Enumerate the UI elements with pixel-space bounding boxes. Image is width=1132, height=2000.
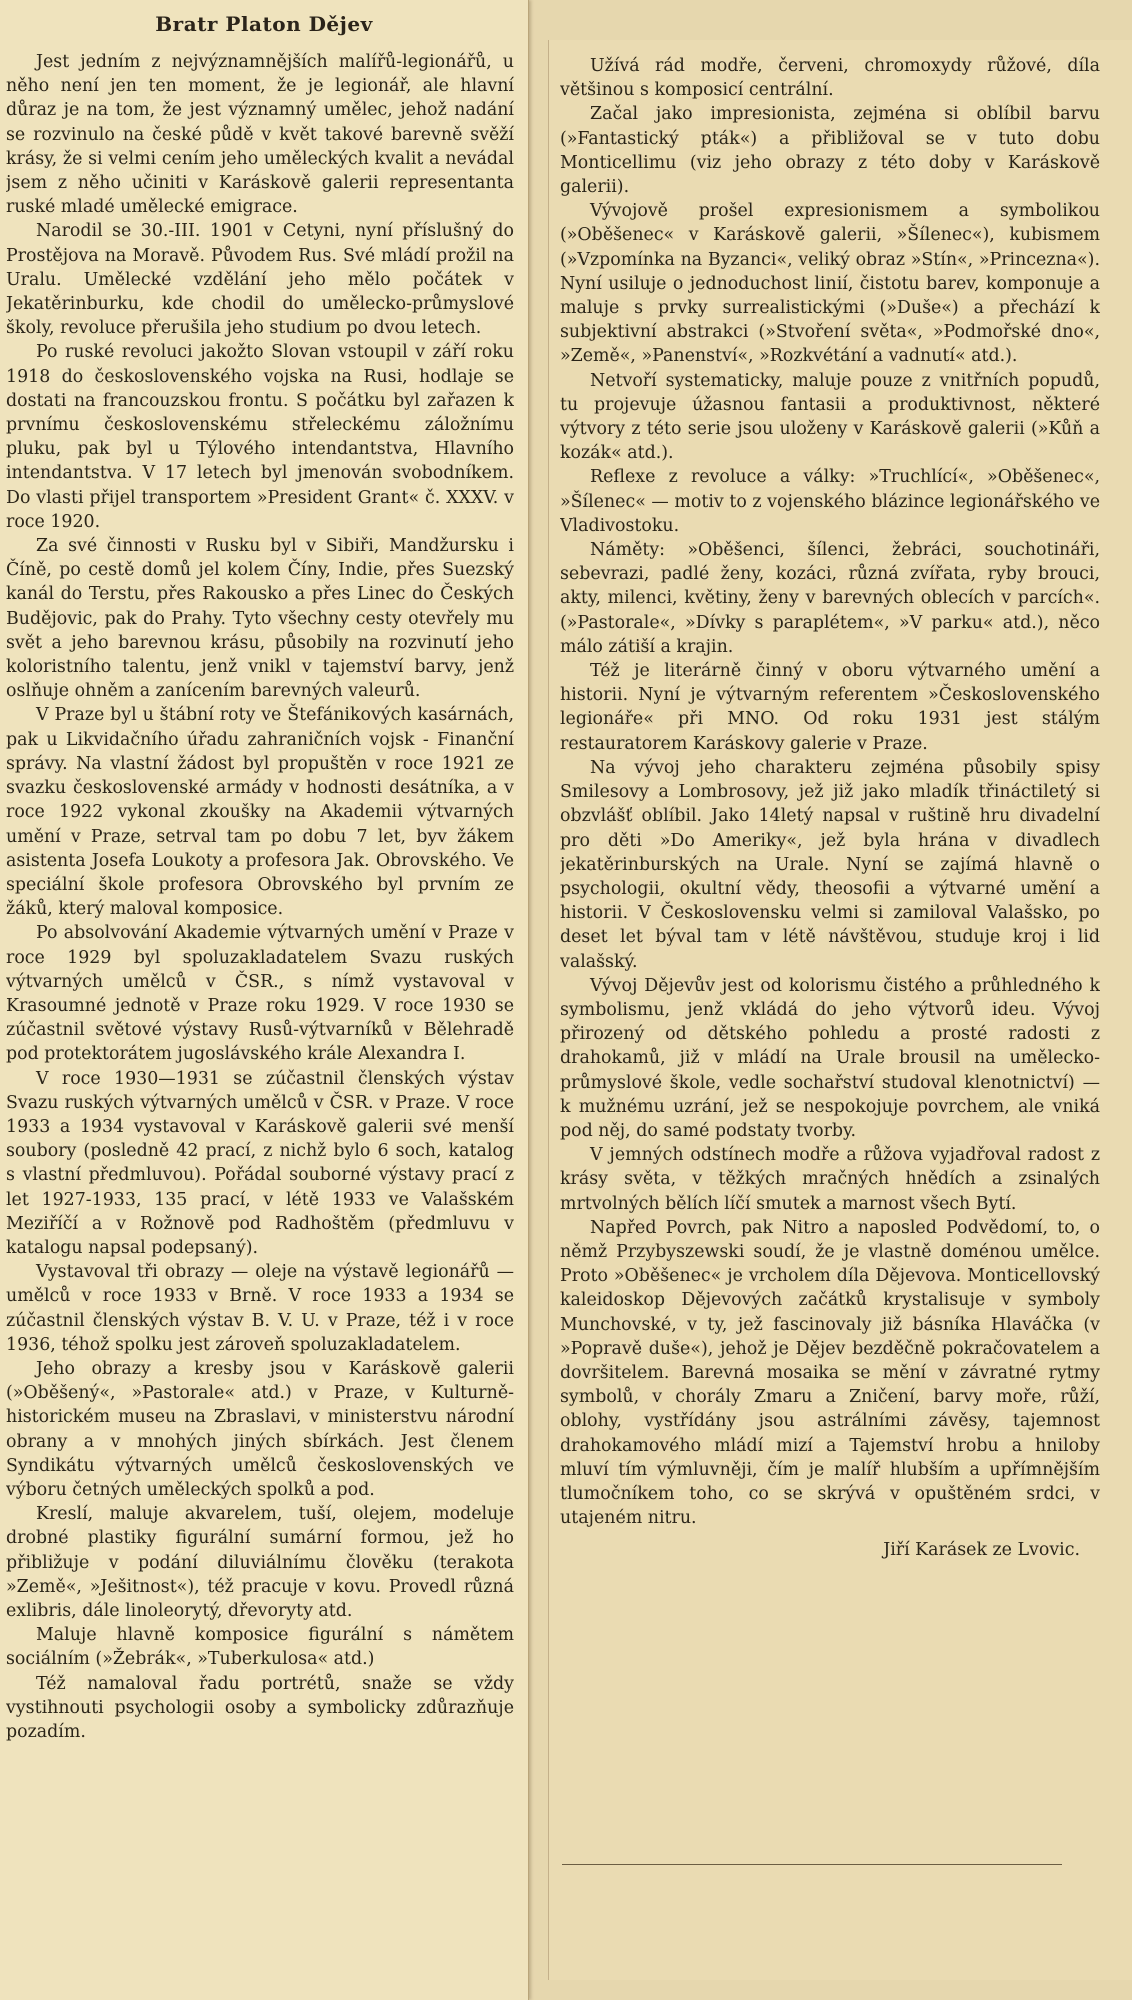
paragraph: Na vývoj jeho charakteru zejména působily spisy Smilesovy a Lombrosovy, jež již jako mladík třináctiletý si obzvlášť oblíbil. Jako 14letý napsal v ruštině hru divadelní pro děti »Do Ameriky«, jež byla hrána v divadlech jekatěrinburských na Urale. Nyní se zajímá hlavně o psychologii, okultní vědy, theosofii a výtvarné umění a historii. V Československu velmi si zamiloval Valašsko, po deset let býval tam v létě návštěvou, studuje kroj i lid valašský. [560, 757, 1100, 972]
paragraph: Vývojově prošel expresionismem a symbolikou (»Oběšenec« v Karáskově galerii, »Šílenec«), kubismem (»Vzpomínka na Byzanci«, veliký obraz »Stín«, »Princezna«). Nyní usiluje o jednoduchost linií, čistotu barev, komponuje a maluje s prvky surrealistickými (»Duše«) a přechází k subjektivní abstrakci (»Stvoření světa«, »Podmořské dno«, »Země«, »Panenství«, »Rozkvétání a vadnutí« atd.). [560, 201, 1100, 367]
author-signature: Jiří Karásek ze Lvovic. [883, 1540, 1080, 1561]
paragraph: Po ruské revoluci jakožto Slovan vstoupil v září roku 1918 do československého vojska na Rusi, hodlaje se dostati na francouzskou frontu. S počátku byl zařazen k prvnímu československému střeleckému záložnímu pluku, pak byl u Týlového intendantstva, Hlavního intendantstva. V 17 letech byl jmenován svobodníkem. Do vlasti přijel transportem »President Grant« č. XXXV. v roce 1920. [6, 342, 514, 532]
paragraph: Za své činnosti v Rusku byl v Sibiři, Mandžursku i Číně, po cestě domů jel kolem Číny, Indie, přes Suezský kanál do Terstu, přes Rakousko a přes Linec do Českých Budějovic, pak do Prahy. Tyto všechny cesty otevřely mu svět a jeho barevnou krásu, působily na rozvinutí jeho koloristního talentu, jenž vnikl v tajemství barvy, jenž oslňuje ohněm a zanícením barevných valeurů. [6, 536, 514, 702]
paragraph: Též namaloval řadu portrétů, snaže se vždy vystihnouti psychologii osoby a symbolicky zdůrazňuje pozadím. [6, 1673, 514, 1743]
paragraph: Též je literárně činný v oboru výtvarného umění a historii. Nyní je výtvarným referentem »Československého legionáře« při MNO. Od roku 1931 jest stálým restauratorem Karáskovy galerie v Praze. [560, 661, 1100, 754]
paragraph: Jest jedním z nejvýznamnějších malířů-legionářů, u něho není jen ten moment, že je legionář, ale hlavní důraz je na tom, že jest významný umělec, jehož nadání se rozvinulo na české půdě v květ takové barevně svěží krásy, že si velmi cením jeho uměleckých kvalit a nevádal jsem z něho učiniti v Karáskově galerii representanta ruské mladé umělecké emigrace. [6, 52, 514, 218]
paragraph: Maluje hlavně komposice figurální s námětem sociálním (»Žebrák«, »Tuberkulosa« atd.) [6, 1625, 514, 1670]
end-rule [562, 1864, 1062, 1865]
paragraph: Napřed Povrch, pak Nitro a naposled Podvědomí, to, o němž Przybyszewski soudí, že je vlastně doménou umělce. Proto »Oběšenec« je vrcholem díla Dějevova. Monticellovský kaleidoskop Dějevových začátků krystalisuje v symboly Munchovské, v ty, jež fascinovaly již básníka Hlaváčka (v »Popravě duše«), jehož je Dějev bezděčně pokračovatelem a dovršitelem. Barevná mosaika se mění v závratné rytmy symbolů, v chorály Zmaru a Zničení, barvy moře, růží, oblohy, vystřídány jsou astrálními závěsy, tajemnost drahokamového mládí mizí a Tajemství hrobu a hniloby mluví tím výmluvněji, čím je malíř hlubším a upřímnějším tlumočníkem toho, co se skrývá v opuštěném srdci, v utajeném nitru. [560, 1217, 1100, 1529]
article-title: Bratr Platon Dějev [155, 12, 373, 36]
paragraph: Užívá rád modře, červeni, chromoxydy růžové, díla většinou s komposicí centrální. [560, 56, 1100, 101]
paragraph: Netvoří systematicky, maluje pouze z vnitřních popudů, tu projevuje úžasnou fantasii a produktivnost, některé výtvory z této serie jsou uloženy v Karáskově galerii (»Kůň a kozák« atd.). [560, 370, 1100, 464]
paragraph: Po absolvování Akademie výtvarných umění v Praze v roce 1929 byl spoluzakladatelem Svazu ruských výtvarných umělců v ČSR., s nímž vystavoval v Krasoumné jednotě v Praze roku 1929. V roce 1930 se zúčastnil světové výstavy Rusů-výtvarníků v Bělehradě pod protektorátem jugoslávského krále Alexandra I. [6, 923, 514, 1065]
paragraph: V Praze byl u štábní roty ve Štefánikových kasárnách, pak u Likvidačního úřadu zahraničních vojsk - Finanční správy. Na vlastní žádost byl propuštěn v roce 1921 ze svazku československé armády v hodnosti desátníka, a v roce 1922 vykonal zkoušky na Akademii výtvarných umění v Praze, setrval tam po dobu 7 let, byv žákem asistenta Josefa Loukoty a profesora Jak. Obrovského. Ve speciální škole profesora Obrovského byl prvním ze žáků, který maloval komposice. [6, 705, 514, 920]
paragraph: V roce 1930—1931 se zúčastnil členských výstav Svazu ruských výtvarných umělců v ČSR. v Praze. V roce 1933 a 1934 vystavoval v Karáskově galerii své menší soubory (posledně 42 prací, z nichž bylo 6 soch, katalog s vlastní předmluvou). Pořádal souborné výstavy prací z let 1927-1933, 135 prací, v létě 1933 ve Valašském Meziříčí a v Rožnově pod Radhoštěm (předmluvu v katalogu napsal podepsaný). [6, 1068, 514, 1258]
paragraph: Narodil se 30.-III. 1901 v Cetyni, nyní příslušný do Prostějova na Moravě. Původem Rus. Své mládí prožil na Uralu. Umělecké vzdělání jeho mělo počátek v Jekatěrinburku, kde chodil do umělecko-průmyslové školy, revoluce přerušila jeho studium po dvou letech. [6, 221, 514, 339]
paragraph: Vývoj Dějevův jest od kolorismu čistého a průhledného k symbolismu, jenž vkládá do jeho výtvorů ideu. Vývoj přirozený od dětského pohledu a prosté radosti z drahokamů, již v mládí na Urale brousil na umělecko-průmyslové škole, vedle sochařství studoval klenotnictví) — k mužnému uzrání, jež se nespokojuje povrchem, ale vniká pod něj, do samé podstaty tvorby. [560, 975, 1100, 1141]
left-column [6, 50, 514, 1744]
paragraph: Náměty: »Oběšenci, šílenci, žebráci, souchotináři, sebevrazi, padlé ženy, kozáci, různá zvířata, ryby brouci, akty, milenci, květiny, ženy v barevných oblecích v parcích«. (»Pastorale«, »Dívky s paraplétem«, »V parku« atd.), něco málo zátiší a krajin. [560, 540, 1100, 657]
paragraph: V jemných odstínech modře a růžova vyjadřoval radost z krásy světa, v těžkých mračných hnědích a zsinalých mrtvolných bělích líčí smutek a marnost všech Bytí. [560, 1145, 1100, 1214]
paragraph: Kreslí, maluje akvarelem, tuší, olejem, modeluje drobné plastiky figurální sumární formou, jež ho přibližuje v podání diluviálnímu člověku (terakota »Země«, »Ješitnost«), též pracuje v kovu. Provedl různá exlibris, dále linoleorytý, dřevoryty atd. [6, 1504, 514, 1621]
paragraph: Vystavoval tři obrazy — oleje na výstavě legionářů — umělců v roce 1933 v Brně. V roce 1933 a 1934 se zúčastnil členských výstav B. V. U. v Praze, též i v roce 1936, téhož spolku jest zároveň spoluzakladatelem. [6, 1262, 514, 1355]
paragraph: Začal jako impresionista, zejména si oblíbil barvu (»Fantastický pták«) a přibližoval se v tuto dobu Monticellimu (viz jeho obrazy z této doby v Karáskově galerii). [560, 104, 1100, 198]
paragraph: Reflexe z revoluce a války: »Truchlící«, »Oběšenec«, »Šílenec« — motiv to z vojenského blázince legionářského ve Vladivostoku. [560, 467, 1100, 536]
paragraph: Jeho obrazy a kresby jsou v Karáskově galerii (»Oběšený«, »Pastorale« atd.) v Praze, v Kulturně-historickém museu na Zbraslavi, v ministerstvu národní obrany a v mnohých jiných sbírkách. Jest členem Syndikátu výtvarných umělců československých ve výboru četných uměleckých spolků a pod. [6, 1358, 514, 1500]
right-column [560, 54, 1100, 1563]
